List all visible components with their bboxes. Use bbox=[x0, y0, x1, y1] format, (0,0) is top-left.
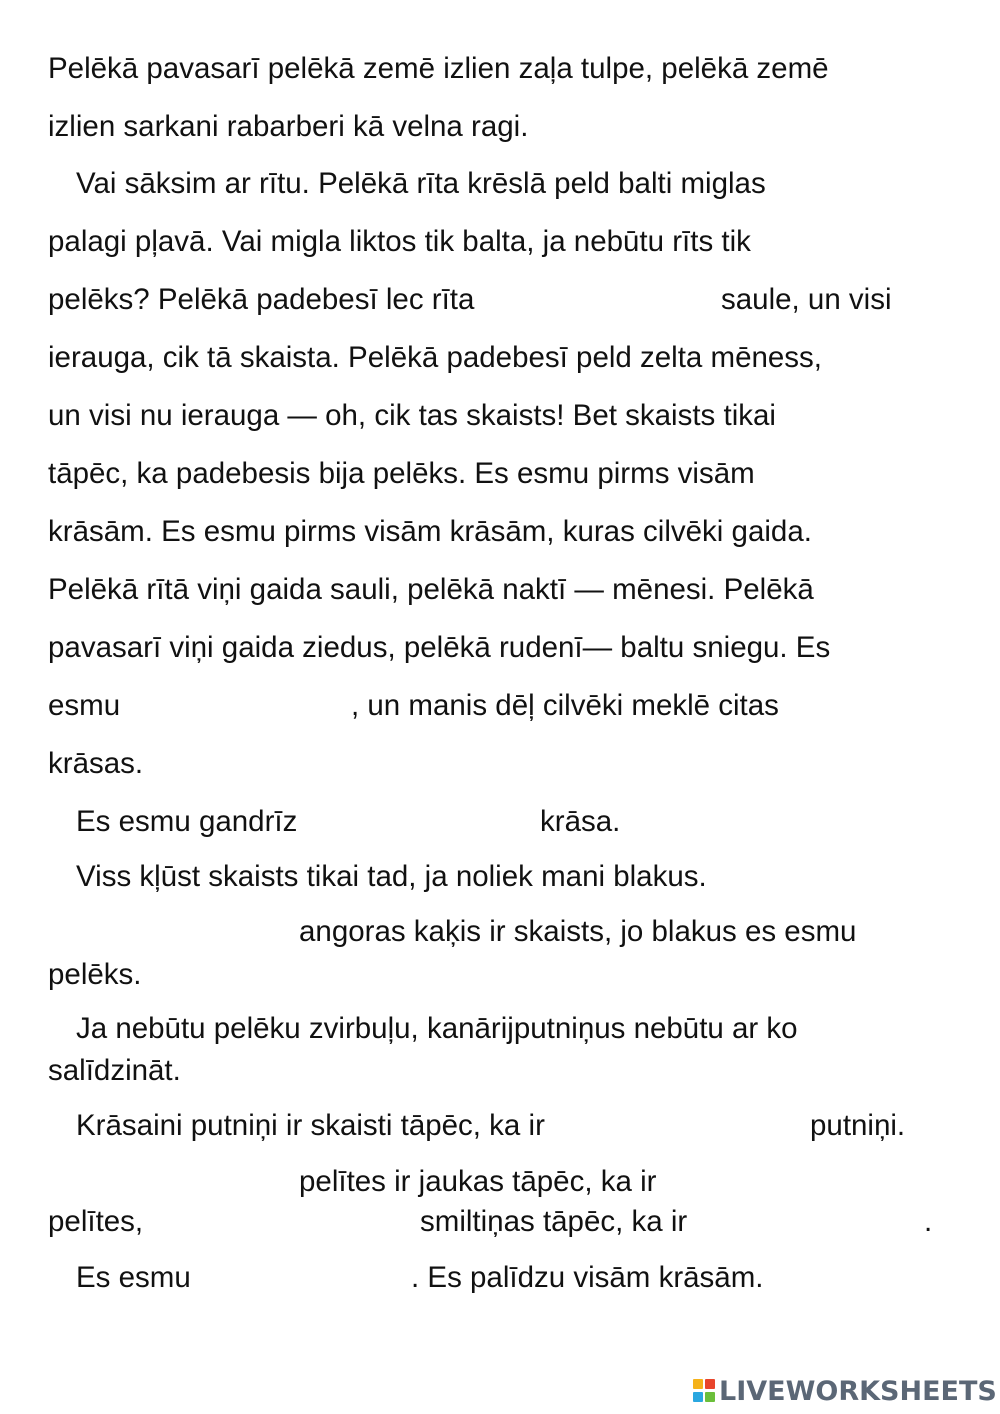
blank-input-6[interactable] bbox=[52, 1165, 292, 1195]
liveworksheets-logo-icon bbox=[692, 1376, 716, 1406]
text-line: Pelēkā pavasarī pelēkā zemē izlien zaļa tulpe, pelēkā zemē bbox=[48, 52, 829, 85]
text-line: pelēks. bbox=[48, 958, 142, 991]
text-line: krāsām. Es esmu pirms visām krāsām, kuras cilvēki gaida. bbox=[48, 515, 812, 548]
text-line: tāpēc, ka padebesis bija pelēks. Es esmu pirms visām bbox=[48, 457, 755, 490]
text-line: smiltiņas tāpēc, ka ir bbox=[420, 1205, 688, 1238]
blank-input-9[interactable] bbox=[734, 1205, 920, 1235]
text-line: . Es palīdzu visām krāsām. bbox=[411, 1261, 764, 1294]
blank-input-10[interactable] bbox=[213, 1261, 405, 1291]
text-line: pelītes, bbox=[48, 1205, 144, 1238]
text-line: Es esmu bbox=[76, 1261, 191, 1294]
blank-input-4[interactable] bbox=[52, 915, 292, 945]
blank-input-1[interactable] bbox=[540, 283, 716, 313]
text-line: Vai sāksim ar rītu. Pelēkā rīta krēslā peld balti miglas bbox=[76, 167, 766, 200]
text-line: , un manis dēļ cilvēki meklē citas bbox=[351, 689, 779, 722]
text-line: pavasarī viņi gaida ziedus, pelēkā rudenī— baltu sniegu. Es bbox=[48, 631, 831, 664]
blank-input-7[interactable] bbox=[712, 1165, 942, 1195]
text-line: Krāsaini putniņi ir skaisti tāpēc, ka ir bbox=[76, 1109, 545, 1142]
blank-input-3[interactable] bbox=[334, 805, 534, 835]
liveworksheets-logo bbox=[692, 1374, 997, 1408]
blank-input-8[interactable] bbox=[162, 1205, 414, 1235]
text-line: krāsas. bbox=[48, 747, 144, 780]
blank-input-2[interactable] bbox=[135, 689, 345, 719]
text-line: . bbox=[924, 1205, 933, 1238]
text-line: putniņi. bbox=[810, 1109, 906, 1142]
text-line: pelītes ir jaukas tāpēc, ka ir bbox=[299, 1165, 657, 1198]
text-line: Es esmu gandrīz bbox=[76, 805, 298, 838]
text-line: esmu bbox=[48, 689, 121, 722]
text-line: un visi nu ierauga — oh, cik tas skaists! Bet skaists tikai bbox=[48, 399, 776, 432]
text-line: Viss kļūst skaists tikai tad, ja noliek mani blakus. bbox=[76, 860, 707, 893]
text-line: ierauga, cik tā skaista. Pelēkā padebesī peld zelta mēness, bbox=[48, 341, 823, 374]
logo-text: LIVEWORKSHEETS bbox=[719, 1375, 997, 1407]
text-line: Ja nebūtu pelēku zvirbuļu, kanārijputniņus nebūtu ar ko bbox=[76, 1012, 798, 1045]
text-line: pelēks? Pelēkā padebesī lec rīta bbox=[48, 283, 475, 316]
blank-input-5[interactable] bbox=[616, 1109, 804, 1139]
text-line: palagi pļavā. Vai migla liktos tik balta, ja nebūtu rīts tik bbox=[48, 225, 751, 258]
text-line: salīdzināt. bbox=[48, 1054, 181, 1087]
text-line: krāsa. bbox=[540, 805, 621, 838]
text-line: Pelēkā rītā viņi gaida sauli, pelēkā naktī — mēnesi. Pelēkā bbox=[48, 573, 814, 606]
text-line: izlien sarkani rabarberi kā velna ragi. bbox=[48, 110, 529, 143]
text-line: saule, un visi bbox=[721, 283, 892, 316]
text-line: angoras kaķis ir skaists, jo blakus es esmu bbox=[299, 915, 857, 948]
